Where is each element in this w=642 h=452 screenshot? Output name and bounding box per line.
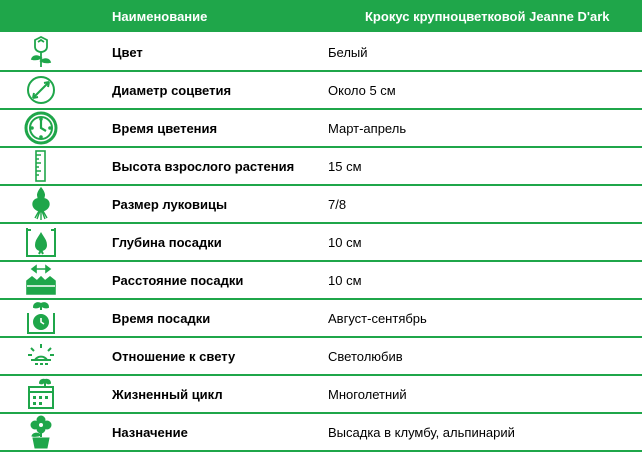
row-label: Высота взрослого растения — [112, 159, 295, 174]
table-header — [0, 0, 642, 34]
header-value-column: Крокус крупноцветковой Jeanne D'ark — [365, 9, 610, 24]
table-row — [0, 338, 642, 376]
row-label: Время цветения — [112, 121, 218, 136]
row-value: Белый — [328, 45, 368, 60]
calendar-plant-icon — [24, 378, 58, 410]
row-value: 7/8 — [328, 197, 347, 212]
row-value: Март-апрель — [328, 121, 407, 136]
row-label: Диаметр соцветия — [112, 83, 232, 98]
table-row — [0, 34, 642, 72]
row-value: Высадка в клумбу, альпинарий — [328, 425, 515, 440]
row-label: Цвет — [112, 45, 143, 60]
table-row — [0, 148, 642, 186]
header-name-column: Наименование — [112, 9, 208, 24]
row-label: Жизненный цикл — [112, 387, 223, 402]
planting-time-icon — [24, 302, 58, 334]
flower-pot-icon — [24, 416, 58, 448]
row-value: Около 5 см — [328, 83, 396, 98]
table-row — [0, 414, 642, 452]
planting-depth-icon — [24, 226, 58, 258]
bulb-icon — [24, 188, 58, 220]
row-value: 15 см — [328, 159, 362, 174]
row-value: 10 см — [328, 235, 362, 250]
table-row — [0, 376, 642, 414]
rose-icon — [24, 36, 58, 68]
row-label: Глубина посадки — [112, 235, 222, 250]
row-value: Многолетний — [328, 387, 407, 402]
table-row — [0, 186, 642, 224]
row-label: Отношение к свету — [112, 349, 236, 364]
row-label: Назначение — [112, 425, 188, 440]
sun-icon — [24, 340, 58, 372]
table-row — [0, 72, 642, 110]
table-row — [0, 224, 642, 262]
row-value: 10 см — [328, 273, 362, 288]
diameter-icon — [24, 74, 58, 106]
row-value: Август-сентябрь — [328, 311, 427, 326]
table-row — [0, 262, 642, 300]
row-label: Расстояние посадки — [112, 273, 244, 288]
table-row — [0, 110, 642, 148]
row-label: Время посадки — [112, 311, 211, 326]
clock-icon — [24, 112, 58, 144]
row-value: Светолюбив — [328, 349, 403, 364]
ruler-icon — [24, 150, 58, 182]
table-row — [0, 300, 642, 338]
planting-distance-icon — [24, 264, 58, 296]
row-label: Размер луковицы — [112, 197, 228, 212]
